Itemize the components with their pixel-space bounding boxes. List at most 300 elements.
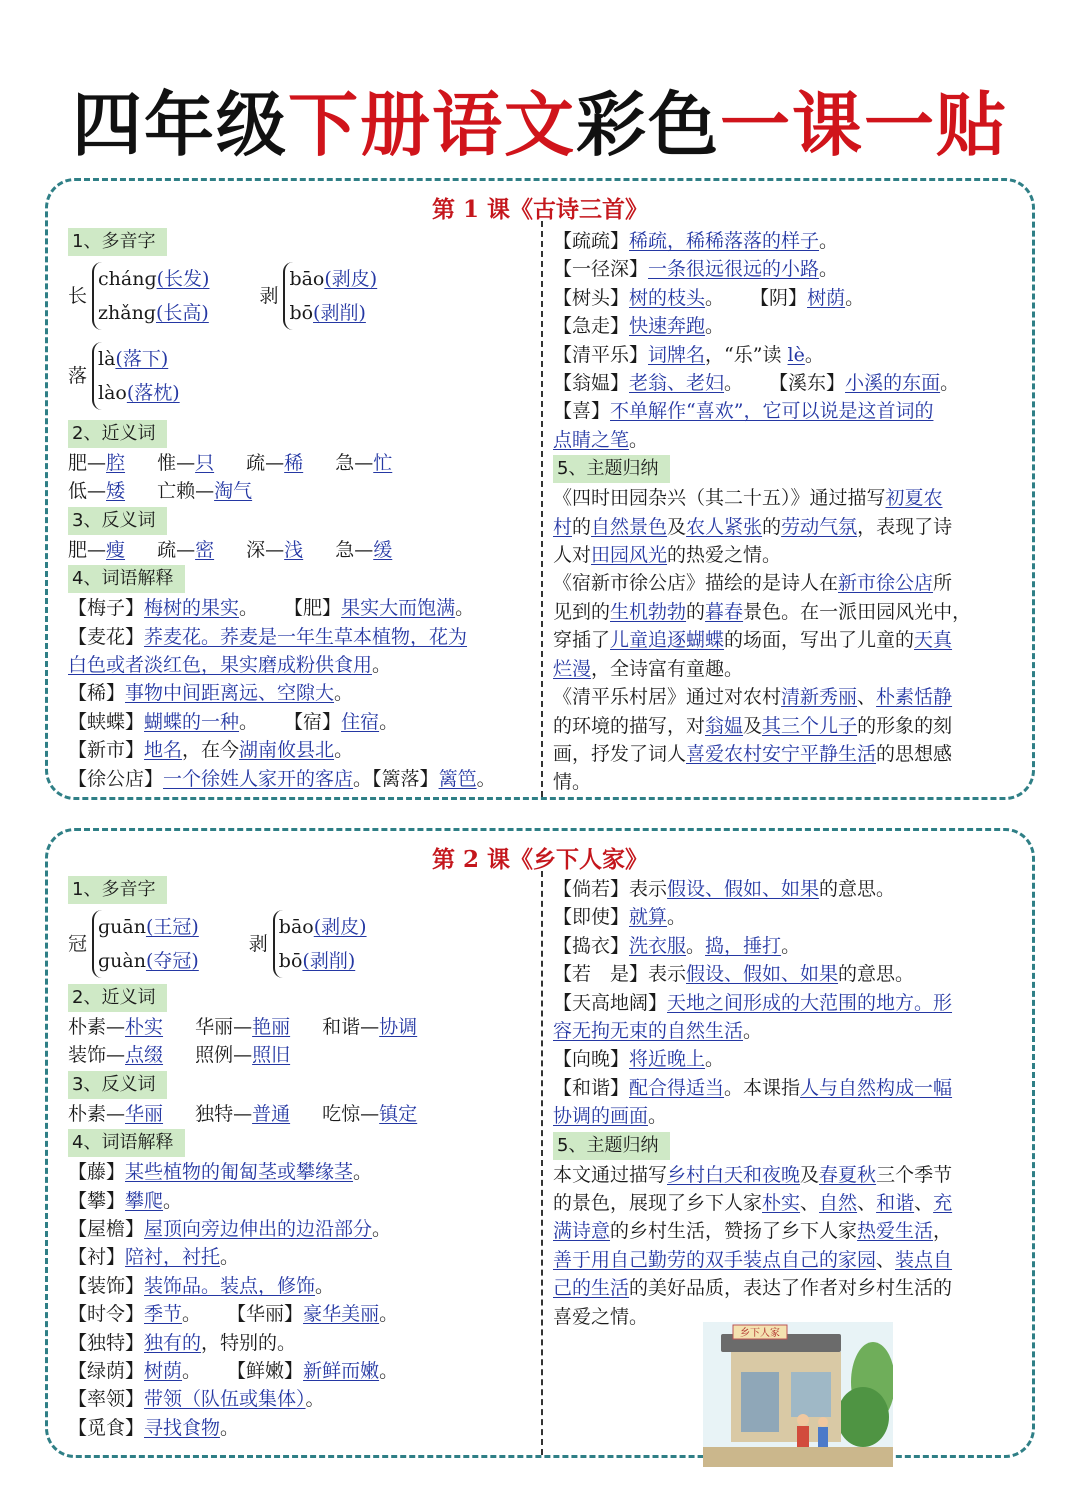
text-fragment: 情。 — [553, 771, 592, 794]
underlined-answer: 烂漫 — [553, 657, 592, 680]
definition-line — [68, 1215, 533, 1243]
underlined-answer: 寻找食物 — [144, 1416, 221, 1439]
antonym-line — [68, 536, 533, 564]
text-fragment: ɡuàn — [98, 950, 146, 972]
text-fragment: 【鲜嫩】 — [227, 1360, 304, 1383]
section-synonyms: 2、近义词 — [68, 420, 167, 448]
underlined-answer: 事物中间距离远、空隙大 — [125, 682, 335, 705]
definition-line — [68, 1357, 533, 1385]
underlined-answer: 瘦 — [106, 538, 126, 561]
text-fragment: bāo — [278, 916, 314, 938]
text-fragment: 穿插了 — [553, 629, 611, 652]
text-fragment: 的场面，写出了儿童的 — [724, 629, 915, 652]
theme-line — [553, 740, 1023, 768]
text-fragment: 。 — [476, 767, 496, 790]
definition-line — [553, 312, 1023, 340]
underlined-answer: 点缀 — [125, 1044, 164, 1067]
underlined-answer: 朴实 — [762, 1192, 801, 1215]
text-fragment: 。 — [845, 286, 865, 309]
text-fragment: 。本课指 — [724, 1076, 801, 1099]
definition-line — [553, 932, 1023, 960]
underlined-answer: 假设、假如、如果 — [667, 878, 820, 900]
text-fragment: 画，抒发了词人 — [553, 742, 687, 765]
text-fragment: ，特别的。 — [201, 1331, 297, 1354]
text-fragment: 、 — [914, 1192, 934, 1215]
underlined-answer: 镇定 — [379, 1102, 418, 1125]
underlined-answer: 浅 — [284, 538, 304, 561]
text-fragment: 【翁媪】 — [553, 372, 630, 395]
text-fragment: 华丽— — [195, 1016, 253, 1038]
synonym-line — [68, 449, 533, 477]
text-fragment: 【绿荫】 — [68, 1360, 145, 1383]
theme-line — [553, 683, 1023, 711]
theme-line — [553, 513, 1023, 541]
text-fragment: 【即使】 — [553, 906, 630, 929]
underlined-answer: 其三个儿子 — [762, 714, 858, 737]
text-fragment: 、 — [876, 1248, 896, 1271]
text-fragment: 【喜】 — [553, 400, 611, 423]
text-fragment: 剥 — [259, 284, 279, 307]
definition-line — [553, 1102, 1023, 1130]
text-fragment: 。 — [239, 597, 259, 620]
text-fragment: 彩色 — [576, 84, 720, 166]
text-fragment: 。 — [724, 372, 744, 395]
text-fragment: 。 — [372, 654, 392, 677]
synonym-line — [68, 1013, 533, 1041]
polyphone-row — [68, 261, 533, 331]
text-fragment: 装饰— — [68, 1044, 126, 1067]
section-polyphones: 1、多音字 — [68, 876, 167, 904]
text-fragment: 深— — [246, 538, 285, 561]
text-fragment: ，“乐”读 — [705, 343, 782, 366]
underlined-answer: 稀 — [284, 452, 304, 474]
theme-line — [553, 1189, 1023, 1217]
definition-line — [68, 1158, 533, 1186]
antonym-line — [68, 1100, 533, 1128]
definition-line — [68, 1385, 533, 1413]
text-fragment: 的热爱之情。 — [667, 544, 782, 567]
definition-line — [68, 1243, 533, 1271]
synonym-line — [68, 1041, 533, 1069]
theme-line — [553, 1217, 1023, 1245]
underlined-answer: 点睛之笔 — [553, 428, 630, 451]
underlined-answer: 快速奔跑 — [629, 315, 706, 338]
underlined-answer: 劳动气氛 — [781, 515, 858, 538]
text-fragment: 疏— — [246, 452, 285, 474]
section-definitions: 4、词语解释 — [68, 565, 185, 593]
lesson-1-card — [45, 178, 1035, 800]
text-fragment: 喜爱之情。 — [553, 1305, 649, 1328]
lesson-2-card — [45, 828, 1035, 1458]
text-fragment: 【溪东】 — [769, 372, 846, 395]
definition-line — [553, 1017, 1023, 1045]
text-fragment: 剥 — [248, 932, 268, 955]
lesson-2-right-column — [553, 875, 1023, 1339]
underlined-answer: 小溪的东面 — [845, 372, 941, 395]
text-fragment: 朴素— — [68, 1016, 126, 1038]
underlined-answer: 季节 — [144, 1303, 183, 1326]
text-fragment: 朴素— — [68, 1102, 126, 1125]
definition-line — [68, 1329, 533, 1357]
definition-line — [553, 960, 1023, 988]
definition-line — [553, 875, 1023, 903]
polyphone-row — [68, 909, 533, 979]
underlined-answer: 翁媪 — [705, 714, 744, 737]
underlined-answer: 新市徐公店 — [838, 572, 934, 595]
text-fragment: 《四时田园杂兴（其二十五）》通过描写 — [553, 487, 886, 510]
underlined-answer: 密 — [195, 538, 215, 561]
text-fragment: 《宿新市徐公店》描绘的是诗人在 — [553, 572, 839, 595]
underlined-answer: 忙 — [373, 452, 393, 474]
underlined-answer: 住宿 — [341, 710, 380, 733]
underlined-answer: 容无拘无束的自然生活 — [553, 1020, 744, 1043]
underlined-answer: 树荫 — [807, 286, 846, 309]
underlined-answer: 满诗意 — [553, 1220, 611, 1243]
text-fragment: 【觅食】 — [68, 1416, 145, 1439]
lesson-2-left-column — [68, 875, 533, 1442]
underlined-answer: (剥削) — [313, 302, 366, 324]
text-fragment: 【藤】 — [68, 1161, 126, 1184]
polyphone-group — [283, 262, 377, 330]
text-fragment: chánɡ — [98, 268, 157, 290]
definition-line — [68, 1414, 533, 1442]
underlined-answer: 农人紧张 — [686, 515, 763, 538]
text-fragment: là — [98, 348, 116, 370]
text-fragment: 人对 — [553, 544, 592, 567]
text-fragment: 。 — [315, 1274, 335, 1297]
underlined-answer: (长发) — [156, 268, 210, 290]
text-fragment: 。 — [804, 343, 824, 366]
section-synonyms: 2、近义词 — [68, 984, 167, 1012]
underlined-answer: 某些植物的匍匐茎或攀缘茎 — [125, 1161, 354, 1184]
underlined-answer: (剥削) — [302, 950, 356, 972]
text-fragment: 【新市】 — [68, 739, 145, 762]
text-fragment: 。 — [353, 1161, 373, 1184]
definition-line — [68, 623, 533, 651]
underlined-answer: 只 — [195, 452, 215, 474]
polyphone-group — [273, 910, 367, 978]
underlined-answer: 树荫 — [144, 1360, 183, 1383]
section-antonyms: 3、反义词 — [68, 507, 167, 535]
underlined-answer: 充 — [933, 1192, 953, 1215]
text-fragment: 和谐— — [322, 1016, 380, 1038]
text-fragment: 【若 是】表示 — [553, 963, 687, 986]
text-fragment: 的乡村生活，赞扬了乡下人家 — [610, 1220, 858, 1243]
text-fragment: 、 — [857, 1192, 877, 1215]
underlined-answer: (剥皮) — [324, 268, 378, 290]
text-fragment: 下册语文 — [288, 84, 576, 166]
theme-line — [553, 1246, 1023, 1274]
text-fragment: 。 — [705, 315, 725, 338]
text-fragment: 【梅子】 — [68, 597, 145, 620]
lesson-1-heading: 第 1 课《古诗三首》 — [431, 196, 649, 223]
underlined-answer: 装点自 — [895, 1248, 953, 1271]
section-definitions: 4、词语解释 — [68, 1129, 185, 1157]
text-fragment: 【衬】 — [68, 1246, 126, 1269]
text-fragment: 【向晚】 — [553, 1048, 630, 1071]
definition-line — [553, 426, 1023, 454]
shop-sign: 乡下人家 — [740, 1328, 780, 1339]
text-fragment: 肥— — [68, 538, 107, 561]
underlined-answer: 假设、假如、如果 — [686, 963, 839, 986]
text-fragment: bō — [278, 950, 303, 972]
definition-line — [553, 369, 1023, 397]
text-fragment: 本文通过描写 — [553, 1163, 668, 1186]
underlined-answer: 生机勃勃 — [610, 600, 687, 623]
underlined-answer: 天地之间形成的大范围的地方。形 — [667, 991, 953, 1014]
text-fragment: 【捣衣】 — [553, 934, 630, 957]
text-fragment: ，在今 — [182, 739, 240, 762]
text-fragment: 。 — [819, 258, 839, 281]
underlined-answer: 陪衬，衬托 — [125, 1246, 221, 1269]
text-fragment: 。 — [379, 1303, 399, 1326]
section-polyphones: 1、多音字 — [68, 228, 167, 256]
text-fragment: 低— — [68, 480, 107, 503]
text-fragment: 。 — [667, 906, 687, 929]
text-fragment: 及 — [800, 1163, 820, 1186]
text-fragment: 。 — [163, 1189, 183, 1212]
text-fragment: 【蛱蝶】 — [68, 710, 145, 733]
text-fragment: 【时令】 — [68, 1303, 145, 1326]
text-fragment: 。 — [781, 934, 801, 957]
underlined-answer: 自然 — [819, 1192, 858, 1215]
text-fragment: 。 — [705, 286, 725, 309]
text-fragment: bō — [289, 302, 314, 324]
underlined-answer: 树的枝头 — [629, 286, 706, 309]
text-fragment: 。 — [686, 934, 706, 957]
polyphone-group — [92, 342, 180, 410]
definition-line — [553, 284, 1023, 312]
text-fragment: 见到的 — [553, 600, 611, 623]
underlined-answer: 荞麦花。荞麦是一年生草本植物，花为 — [144, 625, 468, 648]
text-fragment: 的景色，展现了乡下人家 — [553, 1192, 763, 1215]
column-divider — [541, 221, 543, 797]
synonym-line — [68, 477, 533, 505]
text-fragment: 。 — [379, 1360, 399, 1383]
text-fragment: bāo — [289, 268, 325, 290]
underlined-answer: 协调的画面 — [553, 1105, 649, 1128]
definition-line — [553, 989, 1023, 1017]
text-fragment: 照例— — [195, 1044, 253, 1067]
underlined-answer: 老翁、老妇 — [629, 372, 725, 395]
definition-line — [553, 397, 1023, 425]
theme-line — [553, 712, 1023, 740]
underlined-answer: 带领（队伍或集体） — [144, 1388, 306, 1411]
text-fragment: 景色。在一派田园风光中， — [743, 600, 972, 623]
text-fragment: 。 — [334, 682, 354, 705]
text-fragment: lào — [98, 382, 127, 404]
underlined-answer: 田园风光 — [591, 544, 668, 567]
theme-line — [553, 569, 1023, 597]
column-divider — [541, 871, 543, 1455]
underlined-answer: lè — [787, 343, 805, 366]
text-fragment: 独特— — [195, 1102, 253, 1125]
underlined-answer: (剥皮) — [313, 916, 367, 938]
theme-line — [553, 626, 1023, 654]
text-fragment: 四年级 — [72, 84, 288, 166]
polyphone-group — [92, 910, 199, 978]
text-fragment: 【攀】 — [68, 1189, 126, 1212]
theme-line — [553, 1274, 1023, 1302]
underlined-answer: (长高) — [155, 302, 209, 324]
underlined-answer: 装饰品。装点，修饰 — [144, 1274, 316, 1297]
polyphone-row — [68, 341, 533, 411]
text-fragment: 冠 — [68, 932, 88, 955]
text-fragment: 的意思。 — [838, 963, 915, 986]
underlined-answer: 己的生活 — [553, 1277, 630, 1300]
underlined-answer: 善于用自己勤劳的双手装点自己的家园 — [553, 1248, 877, 1271]
theme-line — [553, 1161, 1023, 1189]
text-fragment: 。 — [379, 710, 399, 733]
text-fragment: 【徐公店】 — [68, 767, 164, 790]
section-theme: 5、主题归纳 — [553, 455, 670, 483]
underlined-answer: 一个徐姓人家开的客店 — [163, 767, 354, 790]
text-fragment: 。 — [455, 597, 475, 620]
text-fragment: 、 — [857, 686, 877, 709]
underlined-answer: 地名 — [144, 739, 183, 762]
definition-line — [68, 765, 533, 793]
underlined-answer: 配合得适当 — [629, 1076, 725, 1099]
underlined-answer: 热爱生活 — [857, 1220, 934, 1243]
definition-line — [553, 903, 1023, 931]
underlined-answer: 攀爬 — [125, 1189, 164, 1212]
text-fragment: 、 — [800, 1192, 820, 1215]
text-fragment: 三个季节 — [876, 1163, 953, 1186]
text-fragment: 【倘若】表示 — [553, 878, 668, 900]
underlined-answer: 缓 — [373, 538, 393, 561]
underlined-answer: 天真 — [914, 629, 953, 652]
underlined-answer: 白色或者淡红色，果实磨成粉供食用 — [68, 654, 373, 677]
underlined-answer: (王冠) — [145, 916, 199, 938]
underlined-answer: 就算 — [629, 906, 668, 929]
text-fragment: 的意思。 — [819, 878, 896, 900]
underlined-answer: 照旧 — [252, 1044, 291, 1067]
text-fragment: 。 — [220, 1416, 240, 1439]
underlined-answer: 人与自然构成一幅 — [800, 1076, 953, 1099]
theme-line — [553, 541, 1023, 569]
theme-line — [553, 598, 1023, 626]
underlined-answer: 矮 — [106, 480, 126, 503]
text-fragment: 及 — [667, 515, 687, 538]
definition-line — [553, 227, 1023, 255]
text-fragment: 。 — [239, 710, 259, 733]
text-fragment: 的 — [572, 515, 592, 538]
underlined-answer: (落下) — [115, 348, 169, 370]
text-fragment: 【清平乐】 — [553, 343, 649, 366]
text-fragment: 《清平乐村居》通过对农村 — [553, 686, 782, 709]
text-fragment: 。 — [372, 1218, 392, 1241]
text-fragment: 。 — [940, 372, 960, 395]
underlined-answer: 清新秀丽 — [781, 686, 858, 709]
text-fragment: ɡuān — [98, 916, 146, 938]
theme-line — [553, 484, 1023, 512]
text-fragment: 【篱落】 — [372, 767, 439, 790]
underlined-answer: 春夏秋 — [819, 1163, 877, 1186]
underlined-answer: 洗衣服 — [629, 934, 687, 957]
text-fragment: 【宿】 — [284, 710, 342, 733]
underlined-answer: 艳丽 — [252, 1016, 291, 1038]
theme-line — [553, 655, 1023, 683]
text-fragment: 【独特】 — [68, 1331, 145, 1354]
underlined-answer: 朴实 — [125, 1016, 164, 1038]
definition-line — [68, 708, 533, 736]
text-fragment: zhǎnɡ — [98, 302, 156, 324]
text-fragment: 的形象的刻 — [857, 714, 953, 737]
text-fragment: 落 — [68, 364, 88, 387]
text-fragment: 【肥】 — [284, 597, 342, 620]
text-fragment: 的 — [762, 515, 782, 538]
text-fragment: 【阴】 — [750, 286, 808, 309]
text-fragment: 。 — [353, 767, 373, 790]
section-antonyms: 3、反义词 — [68, 1071, 167, 1099]
text-fragment: 。 — [220, 1246, 240, 1269]
underlined-answer: 初夏农 — [885, 487, 943, 510]
text-fragment: 。 — [819, 230, 839, 252]
text-fragment: 【急走】 — [553, 315, 630, 338]
underlined-answer: 暮春 — [705, 600, 744, 623]
text-fragment: 【疏疏】 — [553, 230, 630, 252]
definition-line — [68, 1272, 533, 1300]
underlined-answer: 村 — [553, 515, 573, 538]
underlined-answer: 蝴蝶的一种 — [144, 710, 240, 733]
underlined-answer: 协调 — [379, 1016, 418, 1038]
definition-line — [68, 594, 533, 622]
text-fragment: 【天高地阔】 — [553, 991, 668, 1014]
definition-line — [68, 736, 533, 764]
text-fragment: 【和谐】 — [553, 1076, 630, 1099]
text-fragment: ， — [933, 1220, 953, 1243]
text-fragment: 及 — [743, 714, 763, 737]
underlined-answer: 果实大而饱满 — [341, 597, 456, 620]
text-fragment: ，表现了诗 — [857, 515, 953, 538]
underlined-answer: 梅树的果实 — [144, 597, 240, 620]
underlined-answer: 湖南攸县北 — [239, 739, 335, 762]
theme-line — [553, 768, 1023, 796]
definition-line — [68, 1300, 533, 1328]
underlined-answer: (夺冠) — [145, 950, 199, 972]
text-fragment: 。 — [182, 1360, 202, 1383]
underlined-answer: 一条很远很远的小路 — [648, 258, 820, 281]
text-fragment: 肥— — [68, 452, 107, 474]
section-theme: 5、主题归纳 — [553, 1132, 670, 1160]
text-fragment: 的环境的描写，对 — [553, 714, 706, 737]
text-fragment: 一课一贴 — [720, 84, 1008, 166]
underlined-answer: 篱笆 — [438, 767, 477, 790]
underlined-answer: 乡村白天和夜晚 — [667, 1163, 801, 1186]
text-fragment: 。 — [182, 1303, 202, 1326]
underlined-answer: 腔 — [106, 452, 126, 474]
text-fragment: 疏— — [157, 538, 196, 561]
underlined-answer: 屋顶向旁边伸出的边沿部分 — [144, 1218, 373, 1241]
text-fragment: ，全诗富有童趣。 — [591, 657, 744, 680]
text-fragment: 【华丽】 — [227, 1303, 304, 1326]
text-fragment: 亡赖— — [157, 480, 215, 503]
lesson-1-right-column — [553, 227, 1023, 797]
underlined-answer: 不单解作“喜欢”，它可以说是这首词的 — [610, 400, 934, 423]
underlined-answer: 捣，捶打 — [705, 934, 782, 957]
underlined-answer: 独有的 — [144, 1331, 202, 1354]
text-fragment: 的美好品质，表达了作者对乡村生活的 — [629, 1277, 953, 1300]
underlined-answer: 豪华美丽 — [303, 1303, 380, 1326]
text-fragment: 【装饰】 — [68, 1274, 145, 1297]
text-fragment: 所 — [933, 572, 953, 595]
underlined-answer: 普通 — [252, 1102, 291, 1125]
definition-line — [68, 1187, 533, 1215]
text-fragment: 。 — [648, 1105, 668, 1128]
text-fragment: 的 — [686, 600, 706, 623]
text-fragment: 。 — [334, 739, 354, 762]
village-house-illustration — [703, 1322, 893, 1467]
